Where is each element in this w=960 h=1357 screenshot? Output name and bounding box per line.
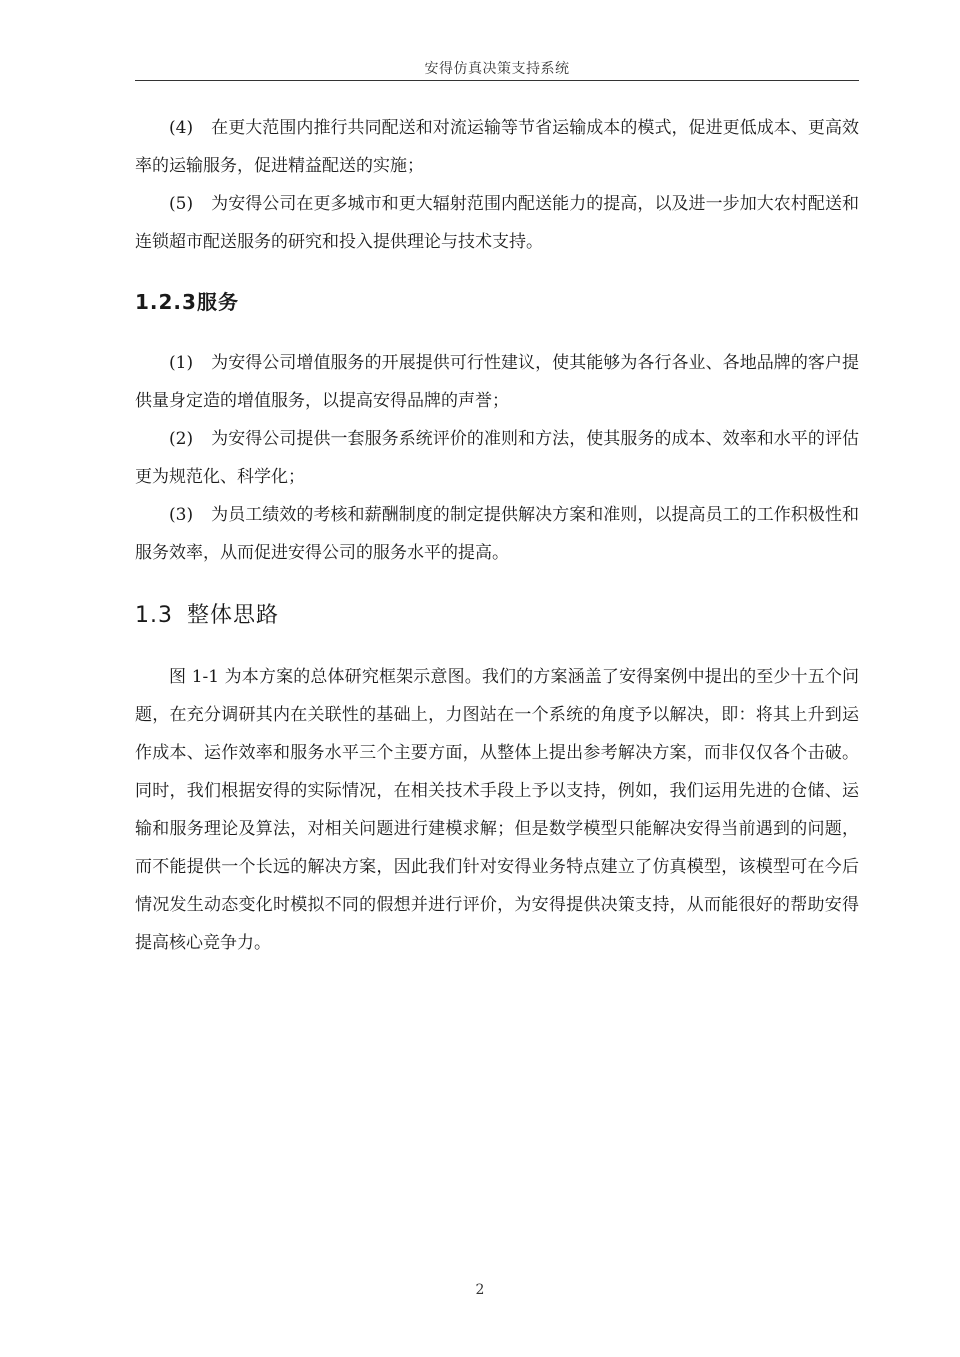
list-item bbox=[135, 185, 859, 261]
list-item-number: (3) bbox=[169, 505, 194, 525]
list-item-number: (5) bbox=[169, 194, 194, 214]
body-paragraph: 图 1-1 为本方案的总体研究框架示意图。我们的方案涵盖了安得案例中提出的至少十五个问题，在充分调研其内在关联性的基础上，力图站在一个系统的角度予以解决，即：将其上升到运作成本、运作效率和服务水平三个主要方面，从整体上提出参考解决方案，而非仅仅各个击破。同时，我们根据安得的实际情况，在相关技术手段上予以支持，例如，我们运用先进的仓储、运输和服务理论及算法，对相关问题进行建模求解；但是数学模型只能解决安得当前遇到的问题，而不能提供一个长远的解决方案，因此我们针对安得业务特点建立了仿真模型，该模型可在今后情况发生动态变化时模拟不同的假想并进行评价，为安得提供决策支持，从而能很好的帮助安得提高核心竞争力。 bbox=[135, 667, 859, 953]
list-item-number: (2) bbox=[169, 429, 194, 449]
section-heading-1-3 bbox=[135, 598, 279, 629]
list-item bbox=[135, 344, 859, 420]
list-item bbox=[135, 109, 859, 185]
page-header bbox=[135, 58, 859, 81]
list-item-text: 为安得公司提供一套服务系统评价的准则和方法，使其服务的成本、效率和水平的评估更为规范化、科学化； bbox=[135, 429, 859, 487]
header-title: 安得仿真决策支持系统 bbox=[424, 61, 570, 77]
list-item-number: (4) bbox=[169, 118, 194, 138]
list-item-text: 为员工绩效的考核和薪酬制度的制定提供解决方案和准则，以提高员工的工作积极性和服务效率，从而促进安得公司的服务水平的提高。 bbox=[135, 505, 859, 563]
list-item-text: 在更大范围内推行共同配送和对流运输等节省运输成本的模式，促进更低成本、更高效率的运输服务，促进精益配送的实施； bbox=[135, 118, 859, 176]
section-title: 整体思路 bbox=[187, 603, 280, 628]
list-item bbox=[135, 420, 859, 496]
list-item-text: 为安得公司在更多城市和更大辐射范围内配送能力的提高，以及进一步加大农村配送和连锁超市配送服务的研究和投入提供理论与技术支持。 bbox=[135, 194, 859, 252]
section-number: 1.3 bbox=[135, 603, 173, 628]
list-item bbox=[135, 496, 859, 572]
list-item-text: 为安得公司增值服务的开展提供可行性建议，使其能够为各行各业、各地品牌的客户提供量身定造的增值服务，以提高安得品牌的声誉； bbox=[135, 353, 859, 411]
section-heading-1-2-3: 1.2.3服务 bbox=[135, 290, 239, 314]
page-number: 2 bbox=[475, 1282, 485, 1298]
list-item-number: (1) bbox=[169, 353, 194, 373]
